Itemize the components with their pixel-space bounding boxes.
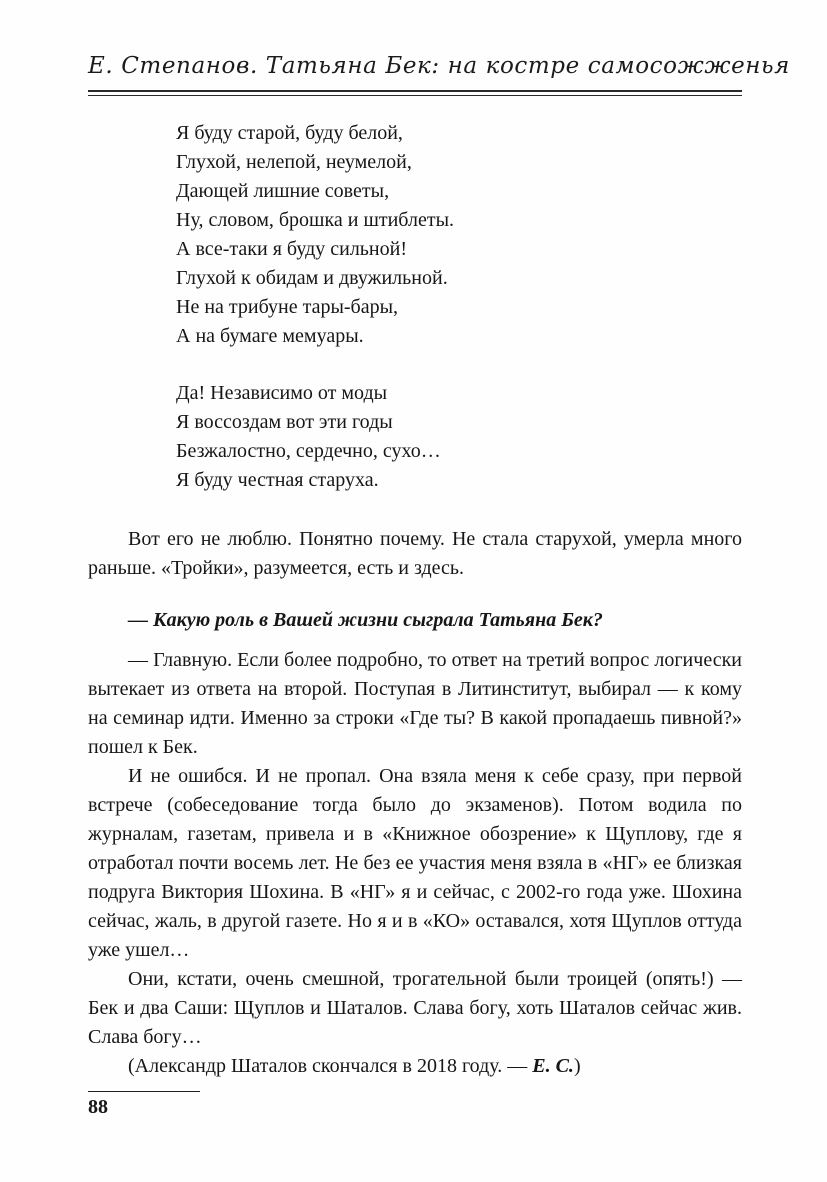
editorial-note-text: (Александр Шаталов скончался в 2018 году. —: [128, 1055, 533, 1077]
poem-line: Дающей лишние советы,: [176, 180, 390, 202]
paragraph-answer-2: И не ошибся. И не пропал. Она взяла меня к себе сразу, при первой встрече (собеседование тогда было до экзаменов). Потом водила по журналам, газетам, привела и в «Книжное обозрение» к Щуплову, где я отработал почти восемь лет. Не без ее участия меня взяла в «НГ» ее близкая подруга Виктория Шохина. В «НГ» я и сейчас, с 2002-го года уже. Шохина сейчас, жаль, в другой газете. Но я и в «КО» оставался, хотя Щуплов оттуда уже ушел…: [88, 765, 742, 961]
poem-line: Да! Независимо от моды: [176, 382, 388, 404]
poem-line: Глухой, нелепой, неумелой,: [176, 151, 412, 173]
poem-line: Безжалостно, сердечно, сухо…: [176, 440, 441, 462]
editorial-note: [88, 1052, 742, 1081]
paragraph-answer-1: — Главную. Если более подробно, то ответ на третий вопрос логически вытекает из ответа на второй. Поступая в Литинститут, выбирал — к кому на семинар идти. Именно за строки «Где ты? В какой пропадаешь пивной?» пошел к Бек.: [88, 649, 742, 758]
poem-line: Не на трибуне тары-бары,: [176, 296, 399, 318]
poem-line: Ну, словом, брошка и штиблеты.: [176, 209, 455, 231]
running-header: Е. Степанов. Татьяна Бек: на костре самосожженья: [88, 53, 790, 79]
poem-line: Глухой к обидам и двужильной.: [176, 267, 448, 289]
paragraph-answer-3: Они, кстати, очень смешной, трогательной были троицей (опять!) — Бек и два Саши: Щуплов и Шаталов. Слава богу, хоть Шаталов сейчас жив. Слава богу…: [88, 968, 742, 1048]
page-header: [88, 52, 790, 96]
prose-block: [88, 525, 742, 1081]
interview-question: — Какую роль в Вашей жизни сыграла Татьяна Бек?: [128, 609, 603, 631]
poem-line: А на бумаге мемуары.: [176, 325, 364, 347]
page-footer: [88, 1091, 200, 1119]
poem-line: Я воссоздам вот эти годы: [176, 411, 393, 433]
poem-block: [176, 119, 742, 495]
editorial-note-close: ): [573, 1055, 581, 1077]
poem-stanza-2: [176, 379, 742, 495]
paragraph-intro: Вот его не люблю. Понятно почему. Не стала старухой, умерла много раньше. «Тройки», разумеется, есть и здесь.: [88, 528, 742, 579]
poem-line: А все-таки я буду сильной!: [176, 238, 407, 260]
footer-rule: [88, 1091, 200, 1092]
page-number: 88: [88, 1096, 108, 1118]
editorial-note-initials: Е. С.: [532, 1055, 574, 1077]
poem-line: Я буду честная старуха.: [176, 469, 379, 491]
header-rule: [88, 90, 742, 96]
poem-line: Я буду старой, буду белой,: [176, 122, 403, 144]
poem-stanza-1: [176, 119, 742, 351]
